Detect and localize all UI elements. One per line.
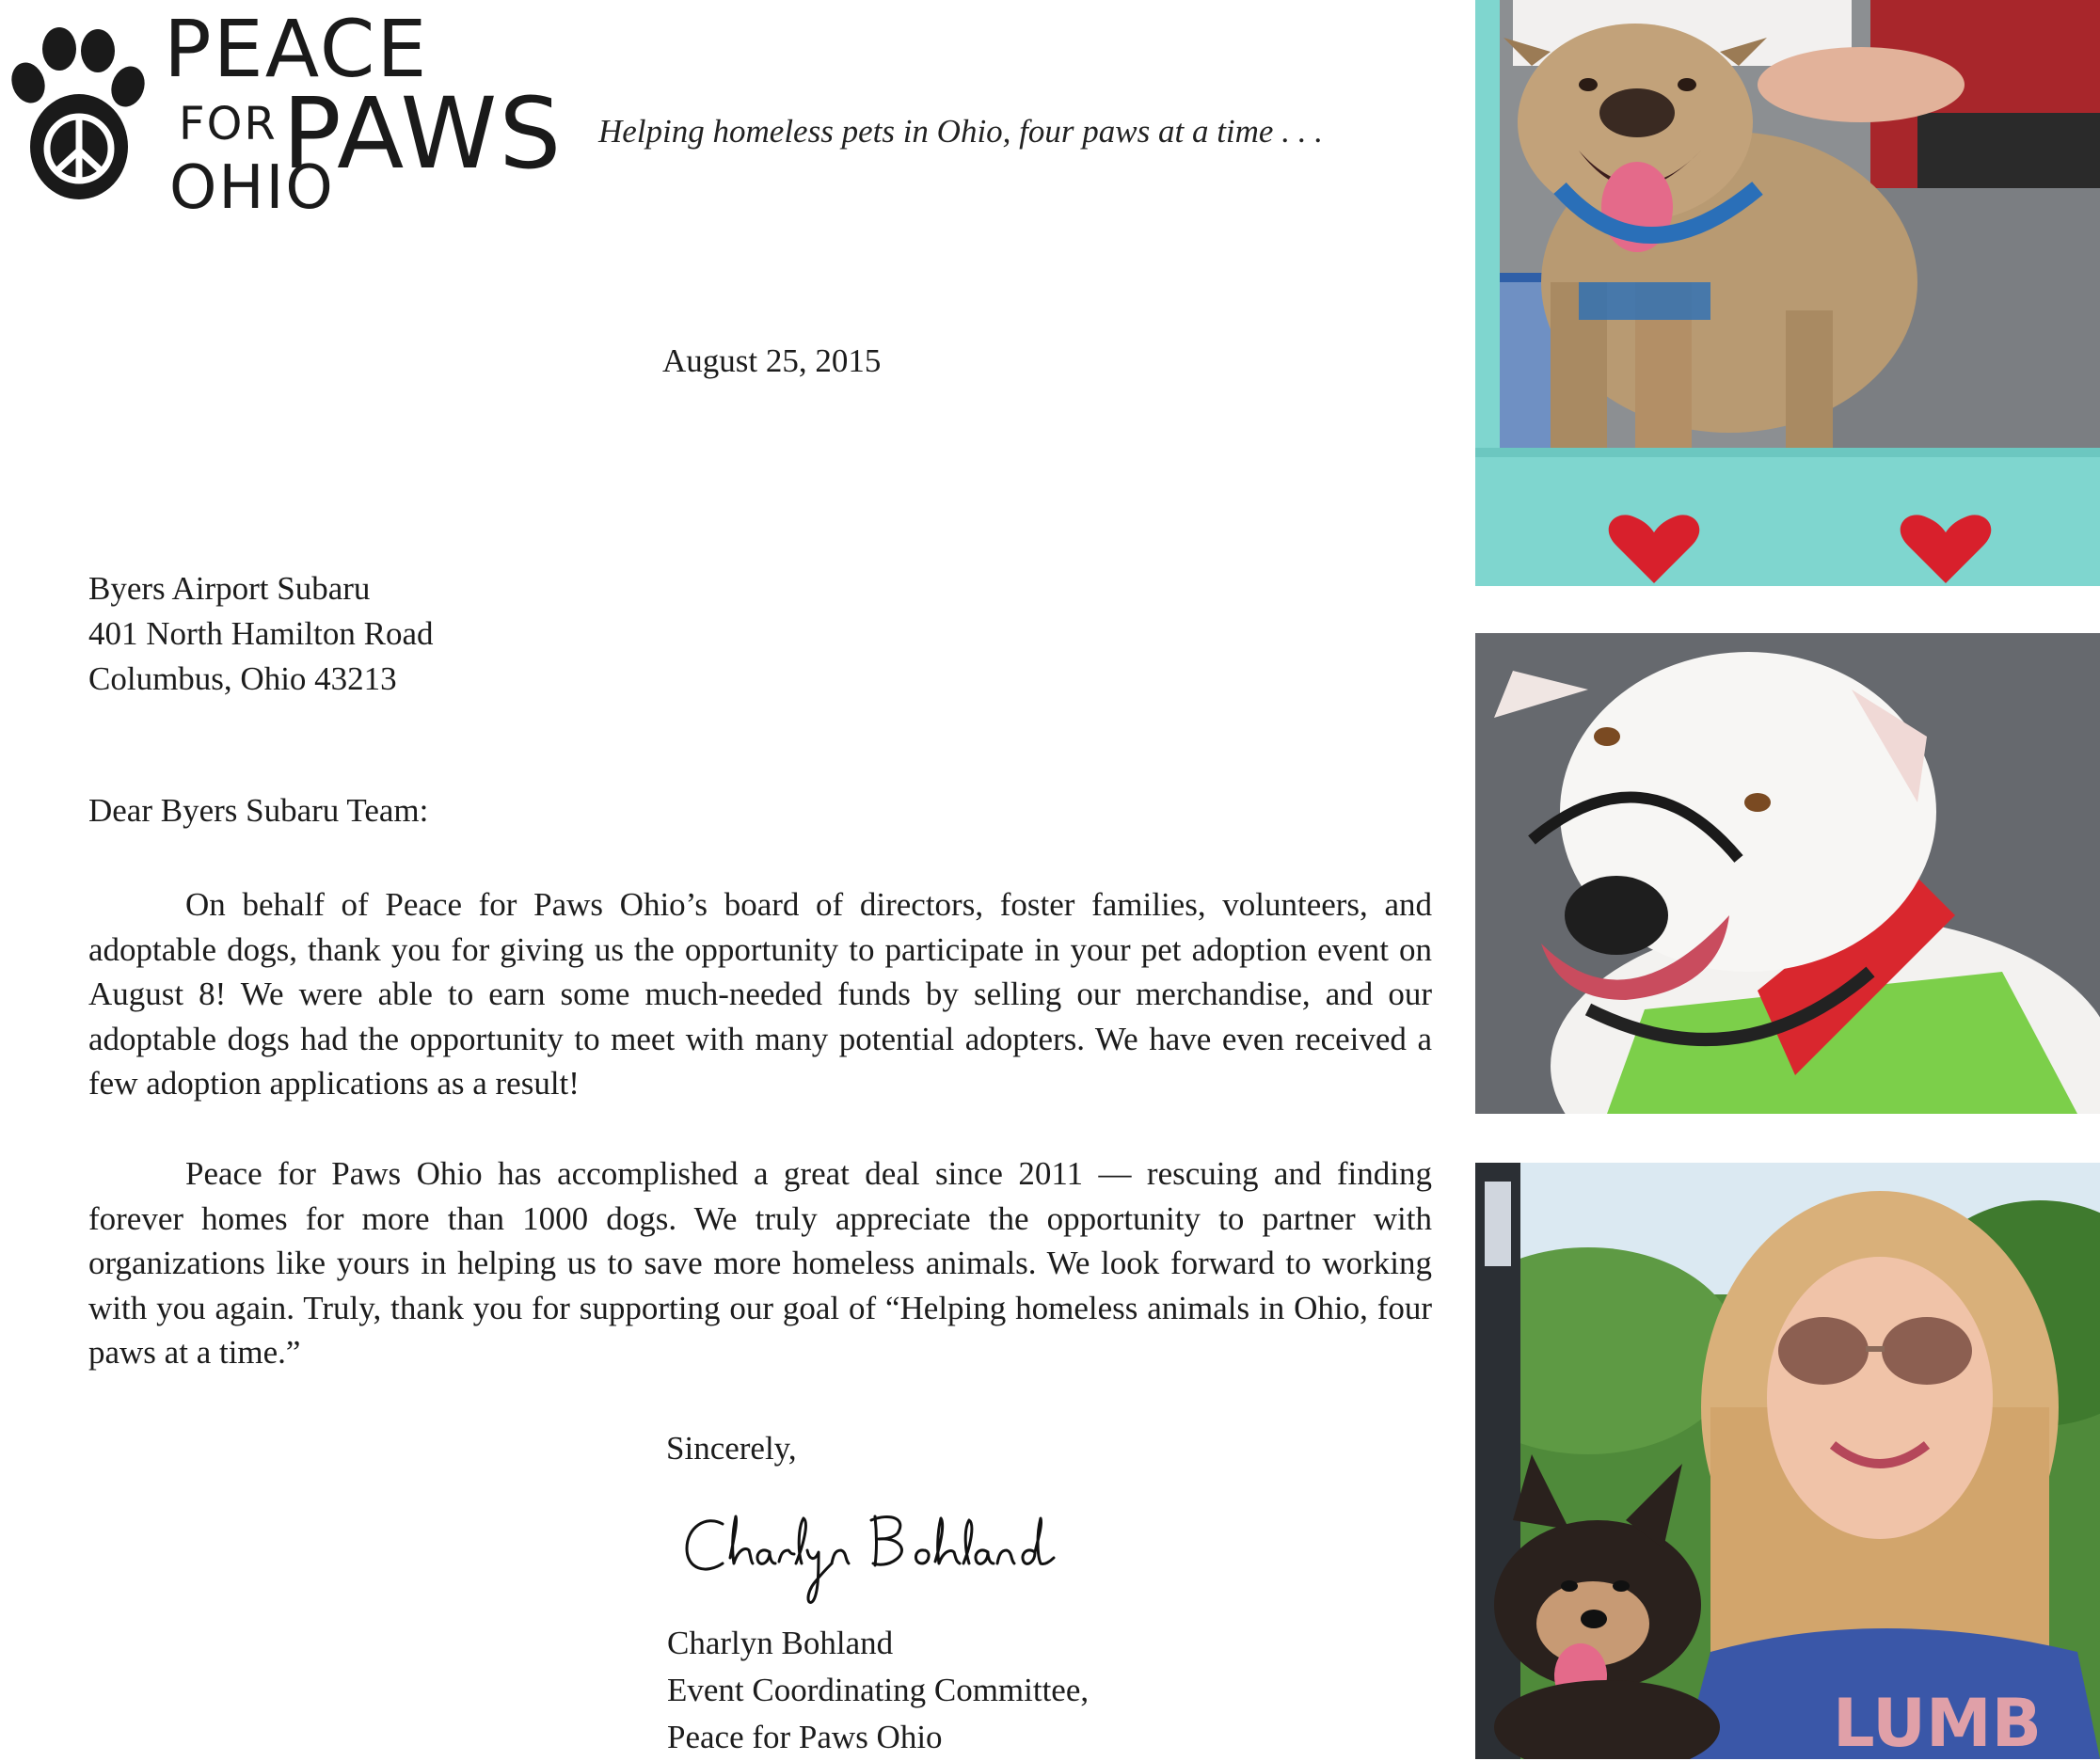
body-paragraph-1: On behalf of Peace for Paws Ohio’s board of directors, foster families, volunteers, and adoptable dogs, thank you for giving us the opportunity to participate in your pet adoption event on August 8! We were able to earn some much-needed funds by selling our merchandise, and our adoptable dogs had the opportunity to meet with many potential adopters. We have even received a few adoption applications as a result! xyxy=(88,886,1432,1102)
photo-woman-with-dog xyxy=(1475,1163,2100,1759)
logo xyxy=(0,0,564,226)
closing: Sincerely, xyxy=(666,1430,797,1467)
signer-org: Peace for Paws Ohio xyxy=(667,1719,943,1755)
logo-text-for: FOR xyxy=(179,98,278,151)
logo-text-peace: PEACE xyxy=(164,3,429,95)
signer-name: Charlyn Bohland xyxy=(667,1625,894,1661)
logo-text-ohio: OHIO xyxy=(169,153,335,223)
svg-text:LUMB: LUMB xyxy=(1833,1685,2042,1759)
salutation: Dear Byers Subaru Team: xyxy=(88,792,429,829)
logo-text-paws: PAWS xyxy=(282,76,564,191)
letter-date: August 25, 2015 xyxy=(662,342,882,379)
photo-white-dog xyxy=(1475,633,2100,1114)
recipient-address xyxy=(88,566,434,702)
signer-block xyxy=(667,1620,1089,1761)
paw-peace-icon xyxy=(8,26,149,205)
recipient-city: Columbus, Ohio 43213 xyxy=(88,660,397,697)
handwritten-signature xyxy=(677,1496,1091,1618)
tagline: Helping homeless pets in Ohio, four paws at a time . . . xyxy=(598,113,1323,150)
recipient-street: 401 North Hamilton Road xyxy=(88,615,434,652)
recipient-name: Byers Airport Subaru xyxy=(88,570,371,607)
signer-title: Event Coordinating Committee, xyxy=(667,1672,1090,1708)
body-paragraph-2: Peace for Paws Ohio has accomplished a great deal since 2011 — rescuing and finding forever homes for more than 1000 dogs. We truly appreciate the opportunity to partner with organizations like yours in helping us to save more homeless animals. We look forward to working with you again. Truly, thank you for supporting our goal of “Helping homeless animals in Ohio, four paws at a time.” xyxy=(88,1155,1432,1371)
photo-tan-dog xyxy=(1475,0,2100,586)
